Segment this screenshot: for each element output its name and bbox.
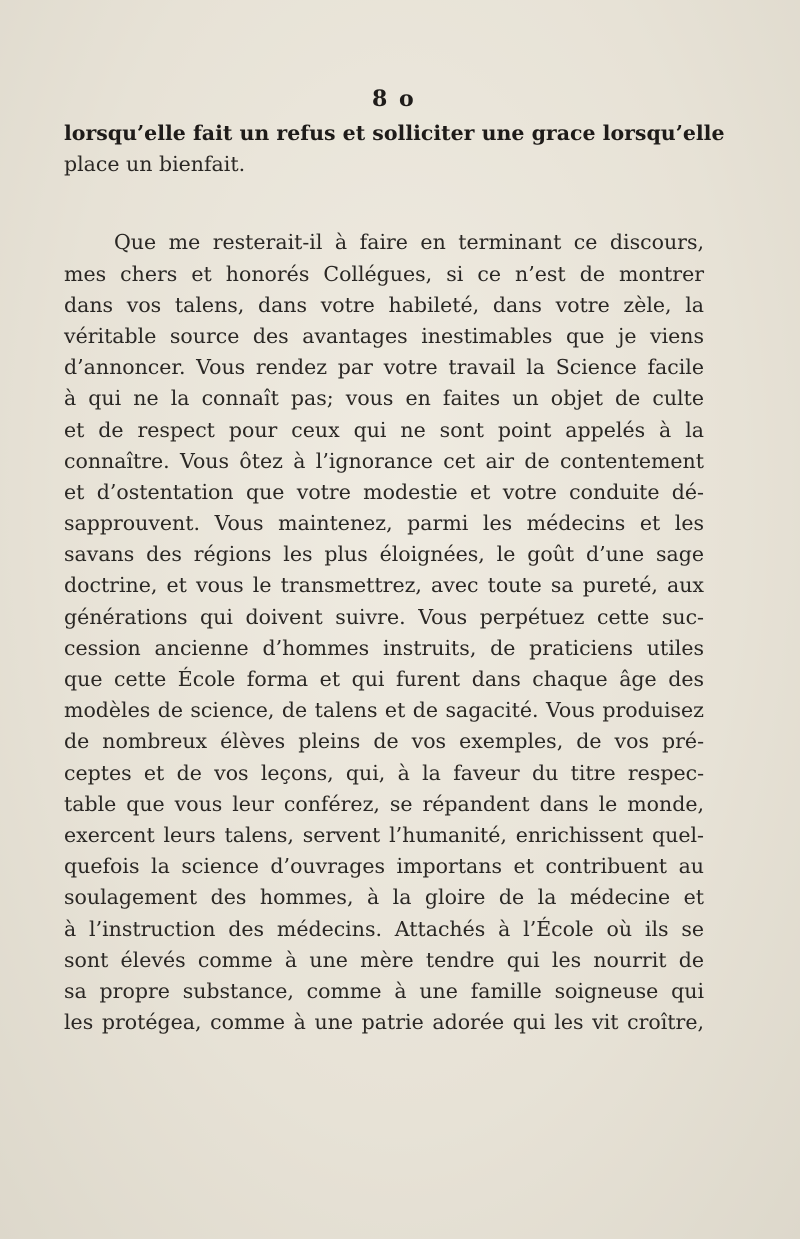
text-line: table que vous leur conférez, se répandent dans le monde, (64, 791, 704, 816)
page-number: 8 o (372, 86, 416, 112)
text-line: que cette École forma et qui furent dans chaque âge des (64, 667, 704, 691)
text-line: véritable source des avantages inestimables que je viens (64, 323, 704, 348)
text-line: sapprouvent. Vous maintenez, parmi les médecins et les (64, 511, 704, 536)
text-line: savans des régions les plus éloignées, le goût d’une sage (64, 542, 704, 567)
text-line: mes chers et honorés Collégues, si ce n’est de montrer (64, 261, 704, 286)
text-line: à l’instruction des médecins. Attachés à l’École où ils se (64, 916, 704, 941)
body-text (64, 118, 725, 1038)
text-line: et de respect pour ceux qui ne sont point appelés à la (64, 417, 704, 442)
text-line: quefois la science d’ouvrages importans et contribuent au (64, 854, 704, 879)
text-line: d’annoncer. Vous rendez par votre travail la Science facile (64, 355, 704, 380)
text-line: doctrine, et vous le transmettrez, avec toute sa pureté, aux (64, 573, 704, 598)
paragraph-1 (64, 118, 725, 180)
paragraph-gap (64, 180, 704, 227)
text-line: connaître. Vous ôtez à l’ignorance cet air de contentement (64, 448, 704, 473)
text-line: modèles de science, de talens et de sagacité. Vous produisez (64, 698, 704, 723)
text-line: Que me resterait-il à faire en terminant ce discours, (114, 230, 704, 255)
text-line: générations qui doivent suivre. Vous perpétuez cette suc- (64, 604, 704, 629)
text-line: ceptes et de vos leçons, qui, à la faveur du titre respec- (64, 760, 704, 785)
text-line: les protégea, comme à une patrie adorée qui les vit croître, (64, 1010, 704, 1035)
text-line: soulagement des hommes, à la gloire de la médecine et (64, 885, 704, 910)
text-line: et d’ostentation que votre modestie et votre conduite dé- (64, 479, 704, 504)
paragraph-2 (64, 227, 704, 1038)
text-line: cession ancienne d’hommes instruits, de praticiens utiles (64, 635, 704, 660)
text-line: de nombreux élèves pleins de vos exemples, de vos pré- (64, 729, 704, 754)
text-line: sa propre substance, comme à une famille soigneuse qui (64, 978, 704, 1003)
text-line: dans vos talens, dans votre habileté, dans votre zèle, la (64, 292, 704, 317)
text-line: exercent leurs talens, servent l’humanité, enrichissent quel- (64, 822, 704, 847)
text-line: place un bienfait. (64, 152, 246, 177)
text-line: sont élevés comme à une mère tendre qui les nourrit de (64, 947, 704, 972)
text-line: à qui ne la connaît pas; vous en faites un objet de culte (64, 386, 704, 411)
text-line: lorsqu’elle fait un refus et solliciter une grace lorsqu’elle (64, 121, 725, 145)
